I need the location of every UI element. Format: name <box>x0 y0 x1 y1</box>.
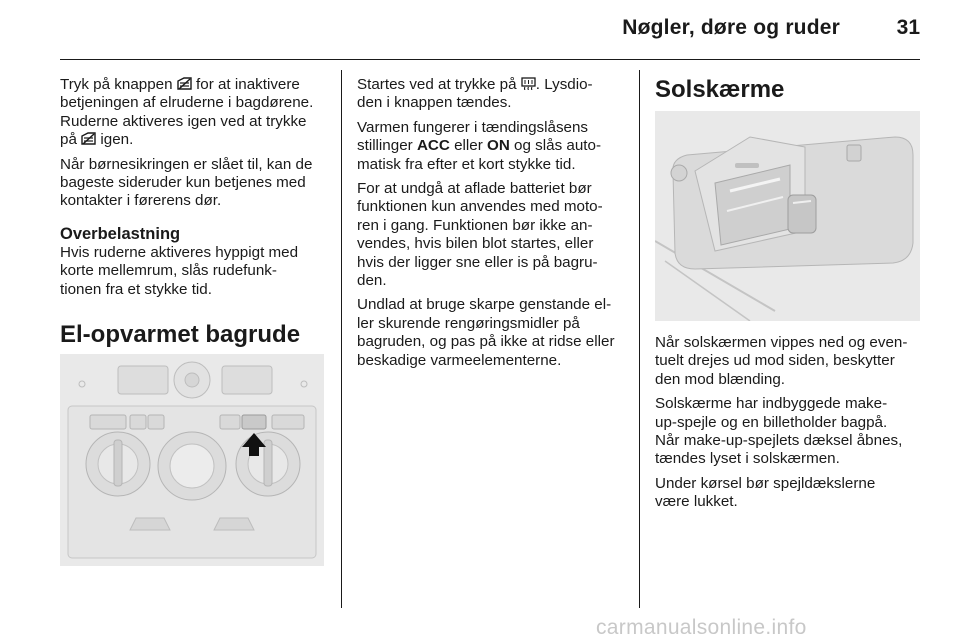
column-divider-2 <box>639 70 640 608</box>
sun-visor-illustration <box>655 111 920 321</box>
header-rule <box>60 59 920 60</box>
middle-column <box>357 76 632 376</box>
rear-window-heater-icon <box>521 77 536 90</box>
paragraph-visor-tilt: Når solskærmen vippes ned og even- tuelt drejes ud mod siden, beskytter den mod blænding. <box>655 334 908 388</box>
window-lock-icon <box>177 77 192 90</box>
paragraph-overload: Hvis ruderne aktiveres hyppigt med korte mellemrum, slås rudefunk- tionen fra et stykke tid. <box>60 243 299 298</box>
watermark: carmanualsonline.info <box>596 616 807 639</box>
paragraph-visor-mirror: Solskærme har indbyggede make- up-spejle og en billetholder bagpå. Når make-up-spejlets dæksel åbnes, tændes lyset i solskærmen. <box>655 395 903 468</box>
section-heading-sun-visors: Solskærme <box>655 76 785 103</box>
paragraph-ignition: Varmen fungerer i tændingslåsens stillinger ACC eller ON og slås auto- matisk fra efter et kort stykke tid. <box>357 118 602 173</box>
right-column <box>655 334 923 518</box>
subheading-overload: Overbelastning <box>60 224 181 243</box>
paragraph-window-lock: Tryk på knappen for at inaktivere betjeningen af elruderne i bagdørene. Ruderne aktiveres igen ved at trykke på igen. <box>60 76 314 149</box>
paragraph-child-lock: Når børnesikringen er slået til, kan de bageste sideruder kun betjenes med kontakter i førerens dør. <box>60 155 313 210</box>
page-header-title: Nøgler, døre og ruder <box>622 16 840 39</box>
paragraph-start-heater: Startes ved at trykke på . Lysdio- den i knappen tændes. <box>357 76 593 112</box>
climate-control-panel-illustration <box>60 354 324 566</box>
paragraph-battery: For at undgå at aflade batteriet bør funktionen kun anvendes med moto- ren i gang. Funktionen bør ikke an- vendes, hvis bilen blot startes, eller hvis der ligger sne eller is på bagru- den. <box>357 180 603 290</box>
paragraph-cleaning: Undlad at bruge skarpe genstande el- ler skurende rengøringsmidler på bagruden, og pas på ikke at ridse eller beskadige varmeelementerne. <box>357 296 615 369</box>
page-number: 31 <box>896 16 920 39</box>
section-heading-heated-rear-window: El-opvarmet bagrude <box>60 321 301 349</box>
left-column <box>60 76 332 349</box>
paragraph-visor-driving: Under kørsel bør spejldækslerne være lukket. <box>655 474 876 511</box>
window-lock-icon <box>81 132 96 145</box>
column-divider-1 <box>341 70 342 608</box>
